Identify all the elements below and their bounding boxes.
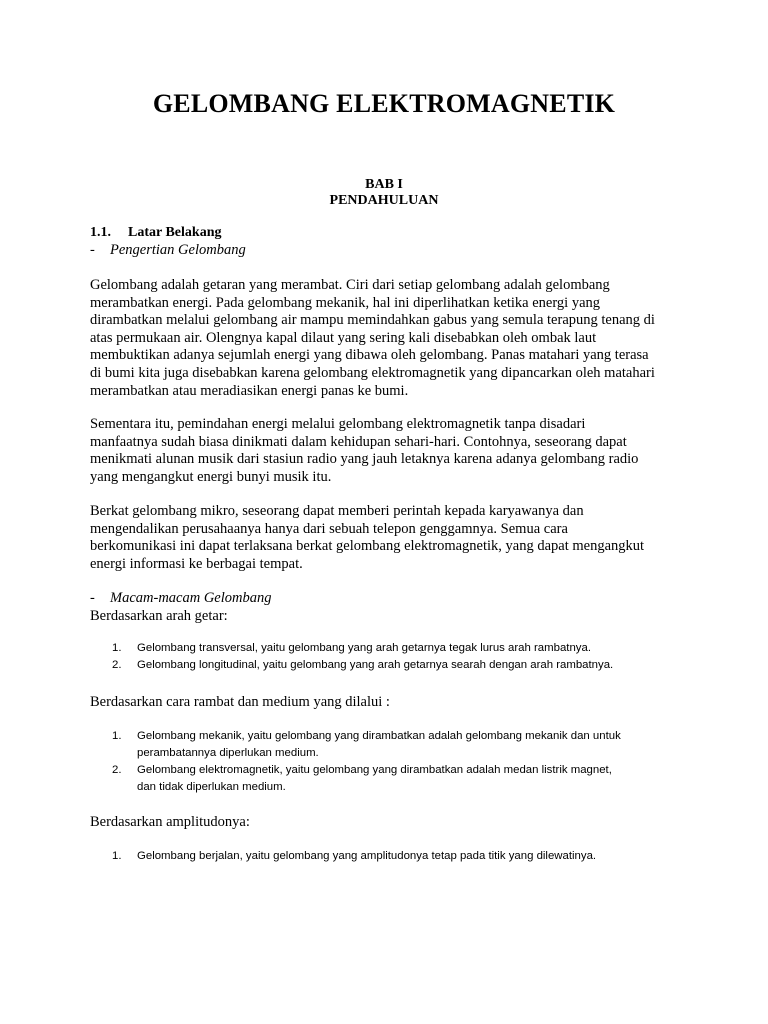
list-item-text: Gelombang elektromagnetik, yaitu gelombang yang dirambatkan adalah medan listrik magnet, [137,764,612,776]
document-title: GELOMBANG ELEKTROMAGNETIK [152,89,616,118]
list-marker: 1. [112,642,122,654]
paragraph-3 [90,503,690,573]
subheading-text: Macam-macam Gelombang [110,590,272,606]
list-item-text: Gelombang mekanik, yaitu gelombang yang dirambatkan adalah gelombang mekanik dan untuk [137,730,621,742]
list-item [112,657,613,674]
subheading-dash: - [90,242,95,258]
paragraph-line: membuktikan adanya sejumlah energi yang dibawa oleh gelombang. Panas matahari yang terasa [90,347,649,364]
list-item-text: Gelombang transversal, yaitu gelombang yang arah getarnya tegak lurus arah rambatnya. [137,642,591,654]
classification-label-amplitudo: Berdasarkan amplitudonya: [90,814,250,830]
list-item-text: Gelombang berjalan, yaitu gelombang yang amplitudonya tetap pada titik yang dilewatinya. [137,850,597,862]
chapter-name: PENDAHULUAN [329,193,439,208]
paragraph-1 [90,277,690,400]
classification-label-cara-rambat: Berdasarkan cara rambat dan medium yang dilalui : [90,694,390,710]
list-cara-rambat [112,728,621,796]
list-marker: 1. [112,850,122,862]
list-item-text: Gelombang longitudinal, yaitu gelombang yang arah getarnya searah dengan arah rambatnya. [137,659,614,671]
list-marker: 1. [112,730,122,742]
paragraph-line: Gelombang adalah getaran yang merambat. Ciri dari setiap gelombang adalah gelombang [90,277,610,293]
paragraph-line: yang mengangkut energi bunyi musik itu. [90,468,332,485]
list-item [112,728,621,762]
classification-label-arah-getar: Berdasarkan arah getar: [90,608,228,624]
paragraph-line: Sementara itu, pemindahan energi melalui gelombang elektromagnetik tanpa disadari [90,416,586,432]
list-item-text: dan tidak diperlukan medium. [137,781,286,793]
section-title: Latar Belakang [128,225,222,240]
paragraph-line: mengendalikan perusahaanya hanya dari sebuah telepon genggamnya. Semua cara [90,520,568,537]
paragraph-line: atas permukaan air. Olengnya kapal dilaut yang sering kali disebabkan oleh ombak laut [90,329,597,346]
subheading-macam [90,590,271,607]
list-arah-getar [112,640,613,674]
subheading-text: Pengertian Gelombang [110,242,246,258]
paragraph-line: dirambatkan melalui gelombang air mampu memindahkan gabus yang semula terapung tenang di [90,312,655,329]
section-number: 1.1. [90,225,111,240]
chapter-label: BAB I [365,177,403,192]
paragraph-line: Berkat gelombang mikro, seseorang dapat memberi perintah kepada karyawanya dan [90,503,584,519]
paragraph-line: merambatkan atau meradiasikan energi panas ke bumi. [90,382,409,399]
list-item [112,640,613,657]
list-item [112,762,621,796]
paragraph-line: energi informasi ke berbagai tempat. [90,555,303,572]
section-heading [90,225,221,241]
list-marker: 2. [112,764,122,776]
paragraph-line: merambatkan energi. Pada gelombang mekanik, hal ini diperlihatkan ketika energi yang [90,294,601,311]
paragraph-line: berkomunikasi ini dapat terlaksana berkat gelombang elektromagnetik, yang dapat mengangkut [90,538,645,555]
list-marker: 2. [112,659,122,671]
subheading-pengertian [90,242,246,259]
list-item-text: perambatannya diperlukan medium. [137,747,319,759]
list-amplitudo [112,848,596,865]
paragraph-line: di bumi kita juga disebabkan karena gelombang elektromagnetik yang dipancarkan oleh matahari [90,364,655,381]
subheading-dash: - [90,590,95,606]
paragraph-line: menikmati alunan musik dari stasiun radio yang jauh letaknya karena adanya gelombang radio [90,451,639,468]
list-item [112,848,596,865]
paragraph-2 [90,416,690,486]
paragraph-line: manfaatnya sudah biasa dinikmati dalam kehidupan sehari-hari. Contohnya, seseorang dapat [90,433,627,450]
